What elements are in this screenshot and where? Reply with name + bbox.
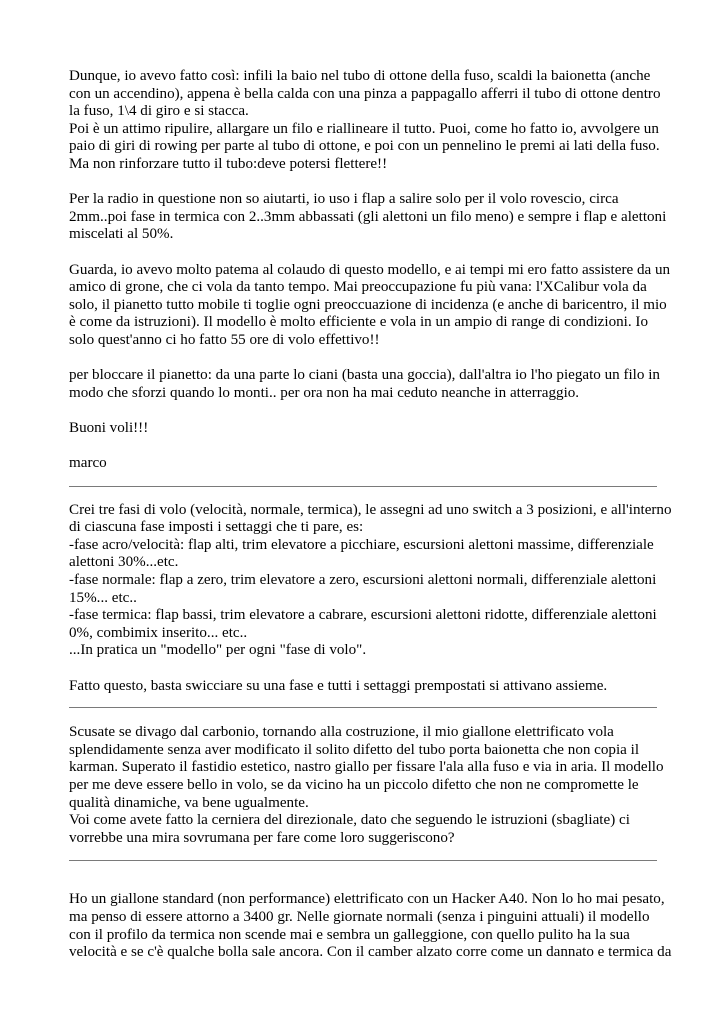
post-1-closing (69, 420, 661, 438)
text-line: -fase normale: flap a zero, trim elevatore a zero, escursioni alettoni normali, differenziale alettoni (69, 572, 657, 589)
text-line: Per la radio in questione non so aiutarti, io uso i flap a salire solo per il volo rovescio, circa (69, 191, 619, 208)
text-line: 0%, combimix inserito... etc.. (69, 624, 248, 641)
text-line: qualità dinamiche, va bene ugualmente. (69, 794, 309, 811)
text-line: Fatto questo, basta swicciare su una fase e tutti i settaggi prempostati si attivano assieme. (69, 677, 608, 694)
text-line: Voi come avete fatto la cerniera del direzionale, dato che seguendo le istruzioni (sbagliate) ci (69, 812, 630, 829)
post-1 (69, 68, 671, 473)
text-line: karman. Superato il fastidio estetico, nastro giallo per fissare l'ala alla fuso e via in aria. Il modello (69, 759, 664, 776)
text-line: vorrebbe una mira sovrumana per fare come loro suggeriscono? (69, 829, 455, 846)
text-line: ma penso di essere attorno a 3400 gr. Nelle giornate normali (senza i pinguini attuali) il modello (69, 908, 650, 925)
post-2 (69, 501, 672, 696)
post-1-paragraph-4 (69, 367, 661, 402)
post-4-paragraph-1 (69, 891, 672, 961)
text-line: con il profilo da termica non scende mai e sembra un galleggione, con quello pulito ha la sua (69, 926, 630, 943)
text-line: alettoni 30%...etc. (69, 554, 179, 571)
post-2-paragraph-2 (69, 678, 661, 696)
text-line: marco (69, 455, 107, 472)
text-line: miscelati al 50%. (69, 226, 174, 243)
text-line: per me deve essere bello in volo, se da vicino ha un piccolo difetto che non ne compromette le (69, 776, 639, 793)
text-line: Crei tre fasi di volo (velocità, normale, termica), le assegni ad uno switch a 3 posizioni, e all'interno (69, 501, 672, 518)
text-line: 15%... etc.. (69, 589, 137, 606)
post-4 (69, 891, 672, 961)
text-line: Guarda, io avevo molto patema al colaudo di questo modello, e ai tempi mi ero fatto assistere da un (69, 261, 671, 278)
text-line: paio di giri di rowing per parte al tubo di ottone, e poi con un pennelino le premi ai lati della fuso. (69, 138, 660, 155)
text-line: è come da istruzioni). Il modello è molto efficiente e vola in un ampio di range di condizioni. Io (69, 314, 648, 331)
post-1-paragraph-1 (69, 68, 661, 174)
text-line: Poi è un attimo ripulire, allargare un filo e riallineare il tutto. Puoi, come ho fatto io, avvolgere un (69, 120, 659, 137)
post-2-paragraph-1 (69, 501, 672, 660)
text-line: solo quest'anno ci ho fatto 55 ore di volo effettivo!! (69, 331, 380, 348)
text-line: -fase termica: flap bassi, trim elevatore a cabrare, escursioni alettoni ridotte, differenziale alettoni (69, 607, 657, 624)
text-line: modo che sforzi quando lo monti.. per ora non ha mai ceduto neanche in atterraggio. (69, 384, 580, 401)
text-line: la fuso, 1\4 di giro e si stacca. (69, 103, 249, 120)
text-line: velocità e se c'è qualche bolla sale ancora. Con il camber alzato corre come un dannato e termica da (69, 944, 672, 961)
text-line: Buoni voli!!! (69, 419, 149, 436)
text-line: 2mm..poi fase in termica con 2..3mm abbassati (gli alettoni un filo meno) e sempre i flap e alettoni (69, 208, 667, 225)
text-line: solo, il pianetto tutto mobile ti toglie ogni preoccuazione di incidenza (e anche di baricentro, il mio (69, 296, 667, 313)
text-line: -fase acro/velocità: flap alti, trim elevatore a picchiare, escursioni alettoni massime, differenziale (69, 536, 654, 553)
text-line: amico di grone, che ci vola da tanto tempo. Mai preoccupazione fu più vana: l'XCalibur vola da (69, 279, 647, 296)
post-1-paragraph-3 (69, 261, 671, 350)
text-line: di ciascuna fase imposti i settaggi che ti pare, es: (69, 519, 364, 536)
post-3 (69, 724, 664, 847)
text-line: per bloccare il pianetto: da una parte lo ciani (basta una goccia), dall'altra io l'ho piegato un filo in (69, 367, 660, 384)
text-line: Scusate se divago dal carbonio, tornando alla costruzione, il mio giallone elettrificato vola (69, 724, 614, 741)
post-1-signature (69, 455, 661, 473)
text-line: Ho un giallone standard (non performance) elettrificato con un Hacker A40. Non lo ho mai pesato, (69, 891, 665, 908)
post-1-paragraph-2 (69, 191, 667, 244)
text-line: Dunque, io avevo fatto così: infili la baio nel tubo di ottone della fuso, scaldi la baionetta (anche (69, 68, 651, 84)
text-line: splendidamente senza aver modificato il solito difetto del tubo porta baionetta che non copia il (69, 741, 640, 758)
post-3-paragraph-1 (69, 724, 664, 847)
document-page (69, 68, 672, 962)
text-line: ...In pratica un "modello" per ogni "fase di volo". (69, 642, 367, 659)
text-line: Ma non rinforzare tutto il tubo:deve potersi flettere!! (69, 155, 388, 172)
text-line: con un accendino), appena è bella calda con una pinza a pappagallo afferri il tubo di ottone dentro (69, 85, 661, 102)
